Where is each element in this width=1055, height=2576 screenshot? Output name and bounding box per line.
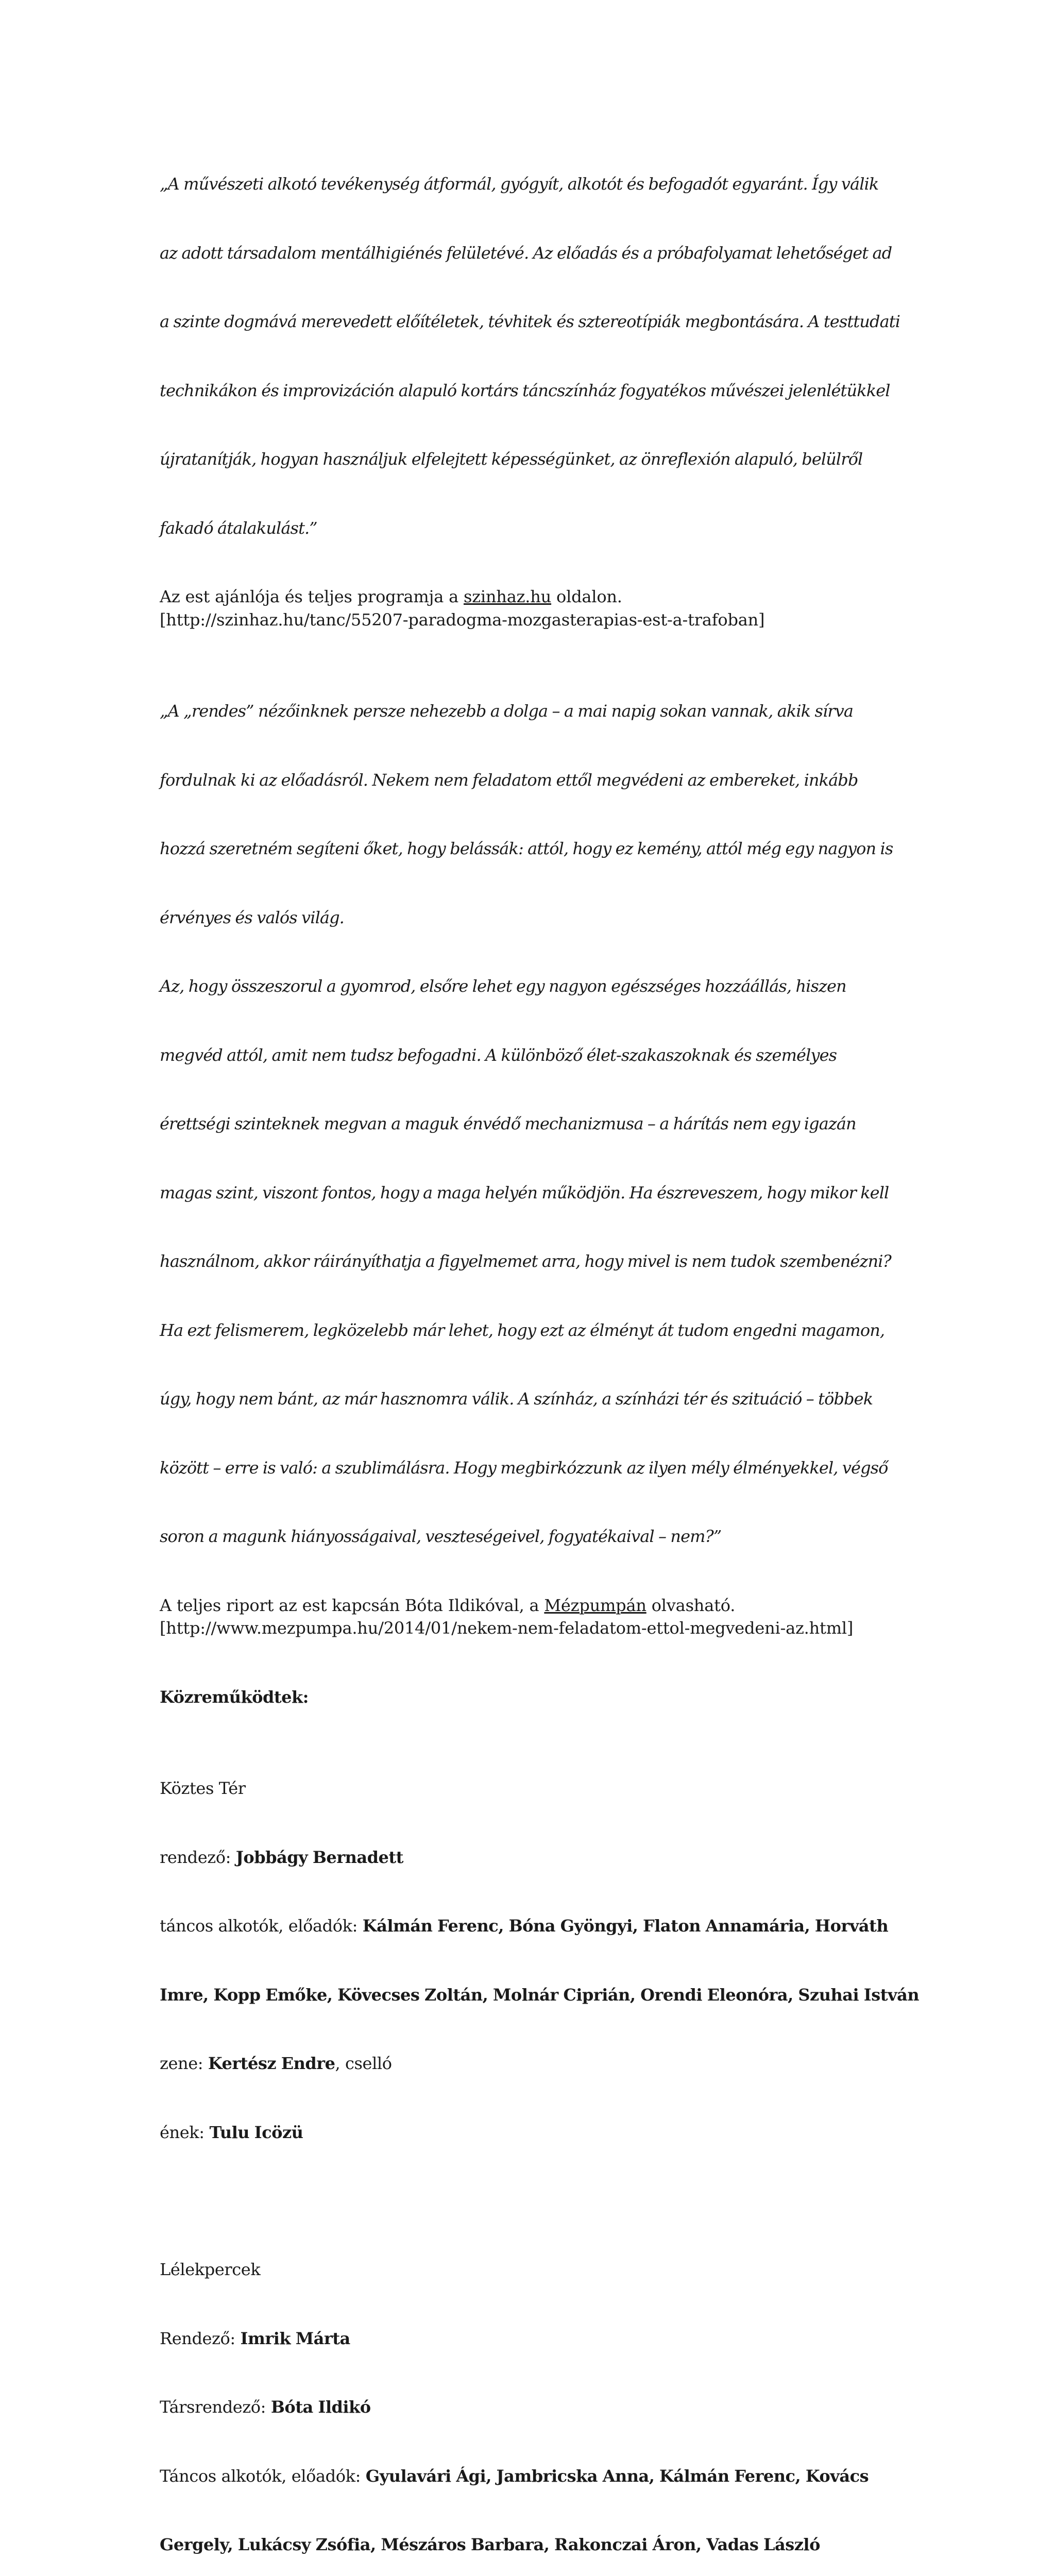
- quote-2-line: „A „rendes” nézőinknek persze nehezebb a dolga – a mai napig sokan vannak, akik sírva: [160, 701, 854, 721]
- source-text: oldalon.: [551, 587, 622, 606]
- credit-label: , cselló: [335, 2054, 392, 2073]
- credit-label: Társrendező:: [160, 2397, 271, 2417]
- source-text: A teljes riport az est kapcsán Bóta Ildikóval, a: [160, 1595, 544, 1615]
- section-title: Lélekpercek: [160, 2260, 261, 2279]
- quote-1-line: a szinte dogmává merevedett előítéletek, tévhitek és sztereotípiák megbontására. A testtudati: [160, 312, 900, 331]
- quote-1-line: az adott társadalom mentálhigiénés felületévé. Az előadás és a próbafolyamat lehetőséget ad: [160, 243, 892, 263]
- credit-label: Rendező:: [160, 2328, 241, 2348]
- quote-2-line: megvéd attól, amit nem tudsz befogadni. A különböző élet-szakaszoknak és személyes: [160, 1045, 837, 1065]
- quote-2-line: soron a magunk hiányosságaival, veszteségeivel, fogyatékaival – nem?”: [160, 1527, 722, 1546]
- document-page: [160, 127, 943, 2576]
- source-text: Az est ajánlója és teljes programja a: [160, 587, 464, 606]
- koztes-ter-section: [160, 1731, 943, 2190]
- quote-1-url: [http://szinhaz.hu/tanc/55207-paradogma-mozgasterapias-est-a-trafoban]: [160, 609, 765, 630]
- quote-2: [160, 654, 943, 1594]
- quote-1-line: fakadó átalakulást.”: [160, 518, 317, 538]
- quote-2-url: [http://www.mezpumpa.hu/2014/01/nekem-nem-feladatom-ettol-megvedeni-az.html]: [160, 1618, 854, 1638]
- credit-name: Gyulavári Ági, Jambricska Anna, Kálmán Ferenc, Kovács: [365, 2466, 869, 2486]
- credit-name: Kertész Endre: [208, 2054, 335, 2073]
- quote-1: [160, 127, 943, 585]
- lelekpercek-section: [160, 2212, 943, 2576]
- szinhaz-link[interactable]: szinhaz.hu: [463, 587, 552, 606]
- credit-label: rendező:: [160, 1847, 236, 1867]
- credit-name: Bóta Ildikó: [270, 2397, 371, 2417]
- mezpumpa-link[interactable]: Mézpumpán: [544, 1595, 646, 1615]
- quote-2-line: érvényes és valós világ.: [160, 907, 344, 927]
- credit-label: ének:: [160, 2122, 210, 2142]
- section-title: Köztes Tér: [160, 1778, 246, 1798]
- quote-1-line: „A művészeti alkotó tevékenység átformál, gyógyít, alkotót és befogadót egyaránt. Így válik: [160, 174, 879, 194]
- credit-name: Imrik Márta: [240, 2328, 350, 2348]
- quote-2-line: között – erre is való: a szublimálásra. Hogy megbirkózzunk az ilyen mély élményekkel, végső: [160, 1458, 888, 1478]
- quote-2-line: úgy, hogy nem bánt, az már hasznomra válik. A színház, a színházi tér és szituáció – többek: [160, 1389, 873, 1409]
- credit-name: Imre, Kopp Emőke, Kövecses Zoltán, Molnár Ciprián, Orendi Eleonóra, Szuhai István: [160, 1985, 920, 2005]
- quote-2-line: fordulnak ki az előadásról. Nekem nem feladatom ettől megvédeni az embereket, inkább: [160, 770, 858, 790]
- quote-2-line: hozzá szeretném segíteni őket, hogy belássák: attól, hogy ez kemény, attól még egy nagyon is: [160, 839, 893, 858]
- credit-label: zene:: [160, 2054, 208, 2073]
- quote-1-line: újratanítják, hogyan használjuk elfelejtett képességünket, az önreflexión alapuló, belülről: [160, 449, 863, 469]
- credit-name: Tulu Icözü: [209, 2122, 303, 2142]
- credits-heading: Közreműködtek:: [160, 1687, 309, 1707]
- credit-name: Gergely, Lukácsy Zsófia, Mészáros Barbara, Rakonczai Áron, Vadas László: [160, 2535, 820, 2554]
- quote-2-line: érettségi szinteknek megvan a maguk énvédő mechanizmusa – a hárítás nem egy igazán: [160, 1114, 856, 1133]
- quote-2-line: Ha ezt felismerem, legközelebb már lehet, hogy ezt az élményt át tudom engedni magamon,: [160, 1320, 885, 1340]
- source-text: olvasható.: [646, 1595, 736, 1615]
- credit-name: Jobbágy Bernadett: [235, 1847, 403, 1867]
- quote-2-line: használnom, akkor ráirányíthatja a figyelmemet arra, hogy mivel is nem tudok szembenézni?: [160, 1251, 891, 1271]
- quote-2-line: magas szint, viszont fontos, hogy a maga helyén működjön. Ha észreveszem, hogy mikor kell: [160, 1182, 889, 1202]
- credit-label: Táncos alkotók, előadók:: [160, 2466, 366, 2486]
- credit-label: táncos alkotók, előadók:: [160, 1916, 363, 1936]
- quote-2-source: [160, 1594, 943, 1617]
- credit-name: Kálmán Ferenc, Bóna Gyöngyi, Flaton Annamária, Horváth: [362, 1916, 889, 1936]
- quote-1-line: technikákon és improvizáción alapuló kortárs táncszínház fogyatékos művészei jelenlétükkel: [160, 380, 890, 400]
- quote-2-line: Az, hogy összeszorul a gyomrod, elsőre lehet egy nagyon egészséges hozzáállás, hiszen: [160, 976, 846, 996]
- quote-1-source: [160, 585, 943, 608]
